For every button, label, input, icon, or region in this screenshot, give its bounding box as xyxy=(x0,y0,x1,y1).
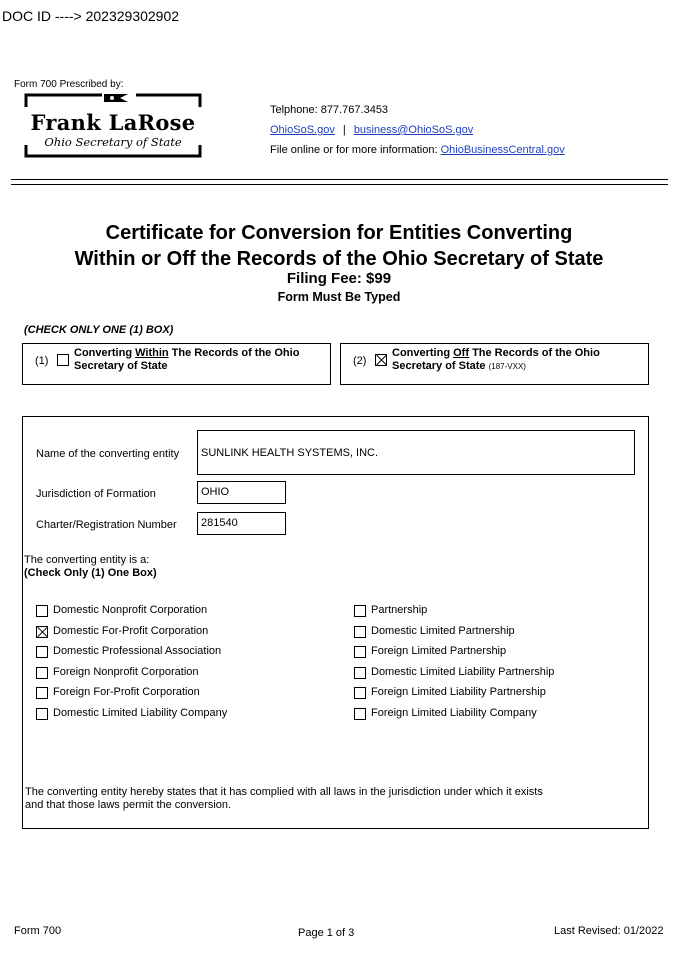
option-label xyxy=(74,347,299,373)
entity-type-instruction: (Check Only (1) One Box) xyxy=(24,567,157,579)
divider xyxy=(11,179,668,180)
entity-type-label: Foreign Limited Liability Partnership xyxy=(371,686,546,698)
checkbox-within[interactable] xyxy=(57,354,69,366)
checkbox[interactable] xyxy=(354,605,366,617)
charter-label: Charter/Registration Number xyxy=(36,519,177,531)
website-link[interactable]: OhioSoS.gov xyxy=(270,124,335,136)
option-line2: Secretary of State xyxy=(74,360,168,372)
entity-section xyxy=(22,416,649,829)
entity-type-label: Domestic Limited Liability Company xyxy=(53,707,228,719)
sos-logo xyxy=(24,93,202,159)
page-title xyxy=(0,220,678,272)
compliance-statement xyxy=(25,786,625,812)
file-online-link[interactable]: OhioBusinessCentral.gov xyxy=(440,144,565,156)
filing-fee: Filing Fee: $99 xyxy=(286,270,392,287)
option-label xyxy=(392,347,600,373)
entity-type-label: Foreign For-Profit Corporation xyxy=(53,686,200,698)
checkbox[interactable] xyxy=(36,605,48,617)
option-post: The Records of the Ohio xyxy=(168,347,300,359)
statement-line-2: and that those laws permit the conversion. xyxy=(25,799,232,811)
option-key: Within xyxy=(135,347,169,359)
checkbox[interactable] xyxy=(36,626,48,638)
checkbox[interactable] xyxy=(354,687,366,699)
statement-line-1: The converting entity hereby states that it has complied with all laws in the jurisdiction under which it exists xyxy=(25,786,543,798)
option-number: (1) xyxy=(35,355,49,367)
checkbox[interactable] xyxy=(354,626,366,638)
option-key: Off xyxy=(453,347,470,359)
title-line-2: Within or Off the Records of the Ohio Secretary of State xyxy=(74,248,604,270)
checkbox[interactable] xyxy=(36,646,48,658)
checkbox[interactable] xyxy=(354,646,366,658)
option-number: (2) xyxy=(353,355,367,367)
entity-type-label: Foreign Nonprofit Corporation xyxy=(53,666,199,678)
divider xyxy=(11,184,668,185)
checkbox[interactable] xyxy=(36,687,48,699)
footer-last-revised: Last Revised: 01/2022 xyxy=(554,925,664,937)
entity-type-label: Partnership xyxy=(371,604,428,616)
prescribed-by: Form 700 Prescribed by: xyxy=(14,79,124,90)
conversion-option-off[interactable] xyxy=(340,343,649,385)
option-post: The Records of the Ohio xyxy=(469,347,600,359)
entity-type-label: Foreign Limited Partnership xyxy=(371,645,507,657)
entity-name-field[interactable]: SUNLINK HEALTH SYSTEMS, INC. xyxy=(197,430,635,475)
separator: | xyxy=(342,124,346,136)
footer-page: Page 1 of 3 xyxy=(298,927,355,939)
entity-type-label: Domestic Limited Liability Partnership xyxy=(371,666,555,678)
entity-type-label: Domestic Professional Association xyxy=(53,645,222,657)
logo-name: Frank LaRose xyxy=(30,110,196,135)
checkbox[interactable] xyxy=(354,708,366,720)
entity-type-label: The converting entity is a: xyxy=(24,554,150,566)
checkbox-off[interactable] xyxy=(375,354,387,366)
entity-type-label: Domestic Limited Partnership xyxy=(371,625,515,637)
footer-form-number: Form 700 xyxy=(14,925,62,937)
jurisdiction-field[interactable]: OHIO xyxy=(197,481,286,504)
telephone: Telphone: 877.767.3453 xyxy=(270,104,389,116)
conversion-instruction: (CHECK ONLY ONE (1) BOX) xyxy=(24,324,174,336)
entity-type-label: Foreign Limited Liability Company xyxy=(371,707,537,719)
option-pre: Converting xyxy=(392,347,454,359)
conversion-option-within[interactable] xyxy=(22,343,331,385)
option-code: (187-VXX) xyxy=(488,362,526,371)
charter-field[interactable]: 281540 xyxy=(197,512,286,535)
email-link[interactable]: business@OhioSoS.gov xyxy=(353,124,474,136)
entity-type-label: Domestic Nonprofit Corporation xyxy=(53,604,208,616)
checkbox[interactable] xyxy=(354,667,366,679)
entity-type-label: Domestic For-Profit Corporation xyxy=(53,625,209,637)
option-pre: Converting xyxy=(74,347,136,359)
jurisdiction-label: Jurisdiction of Formation xyxy=(36,488,156,500)
option-line2: Secretary of State xyxy=(392,360,486,372)
doc-id: DOC ID ----> 202329302902 xyxy=(2,8,180,24)
entity-type-heading xyxy=(24,554,157,580)
file-online-text: File online or for more information: xyxy=(270,144,438,156)
checkbox[interactable] xyxy=(36,708,48,720)
contact-info xyxy=(270,100,565,160)
title-line-1: Certificate for Conversion for Entities Converting xyxy=(105,222,573,244)
checkbox[interactable] xyxy=(36,667,48,679)
must-be-typed: Form Must Be Typed xyxy=(277,290,401,304)
logo-subtitle: Ohio Secretary of State xyxy=(44,135,182,149)
name-label: Name of the converting entity xyxy=(36,448,180,460)
